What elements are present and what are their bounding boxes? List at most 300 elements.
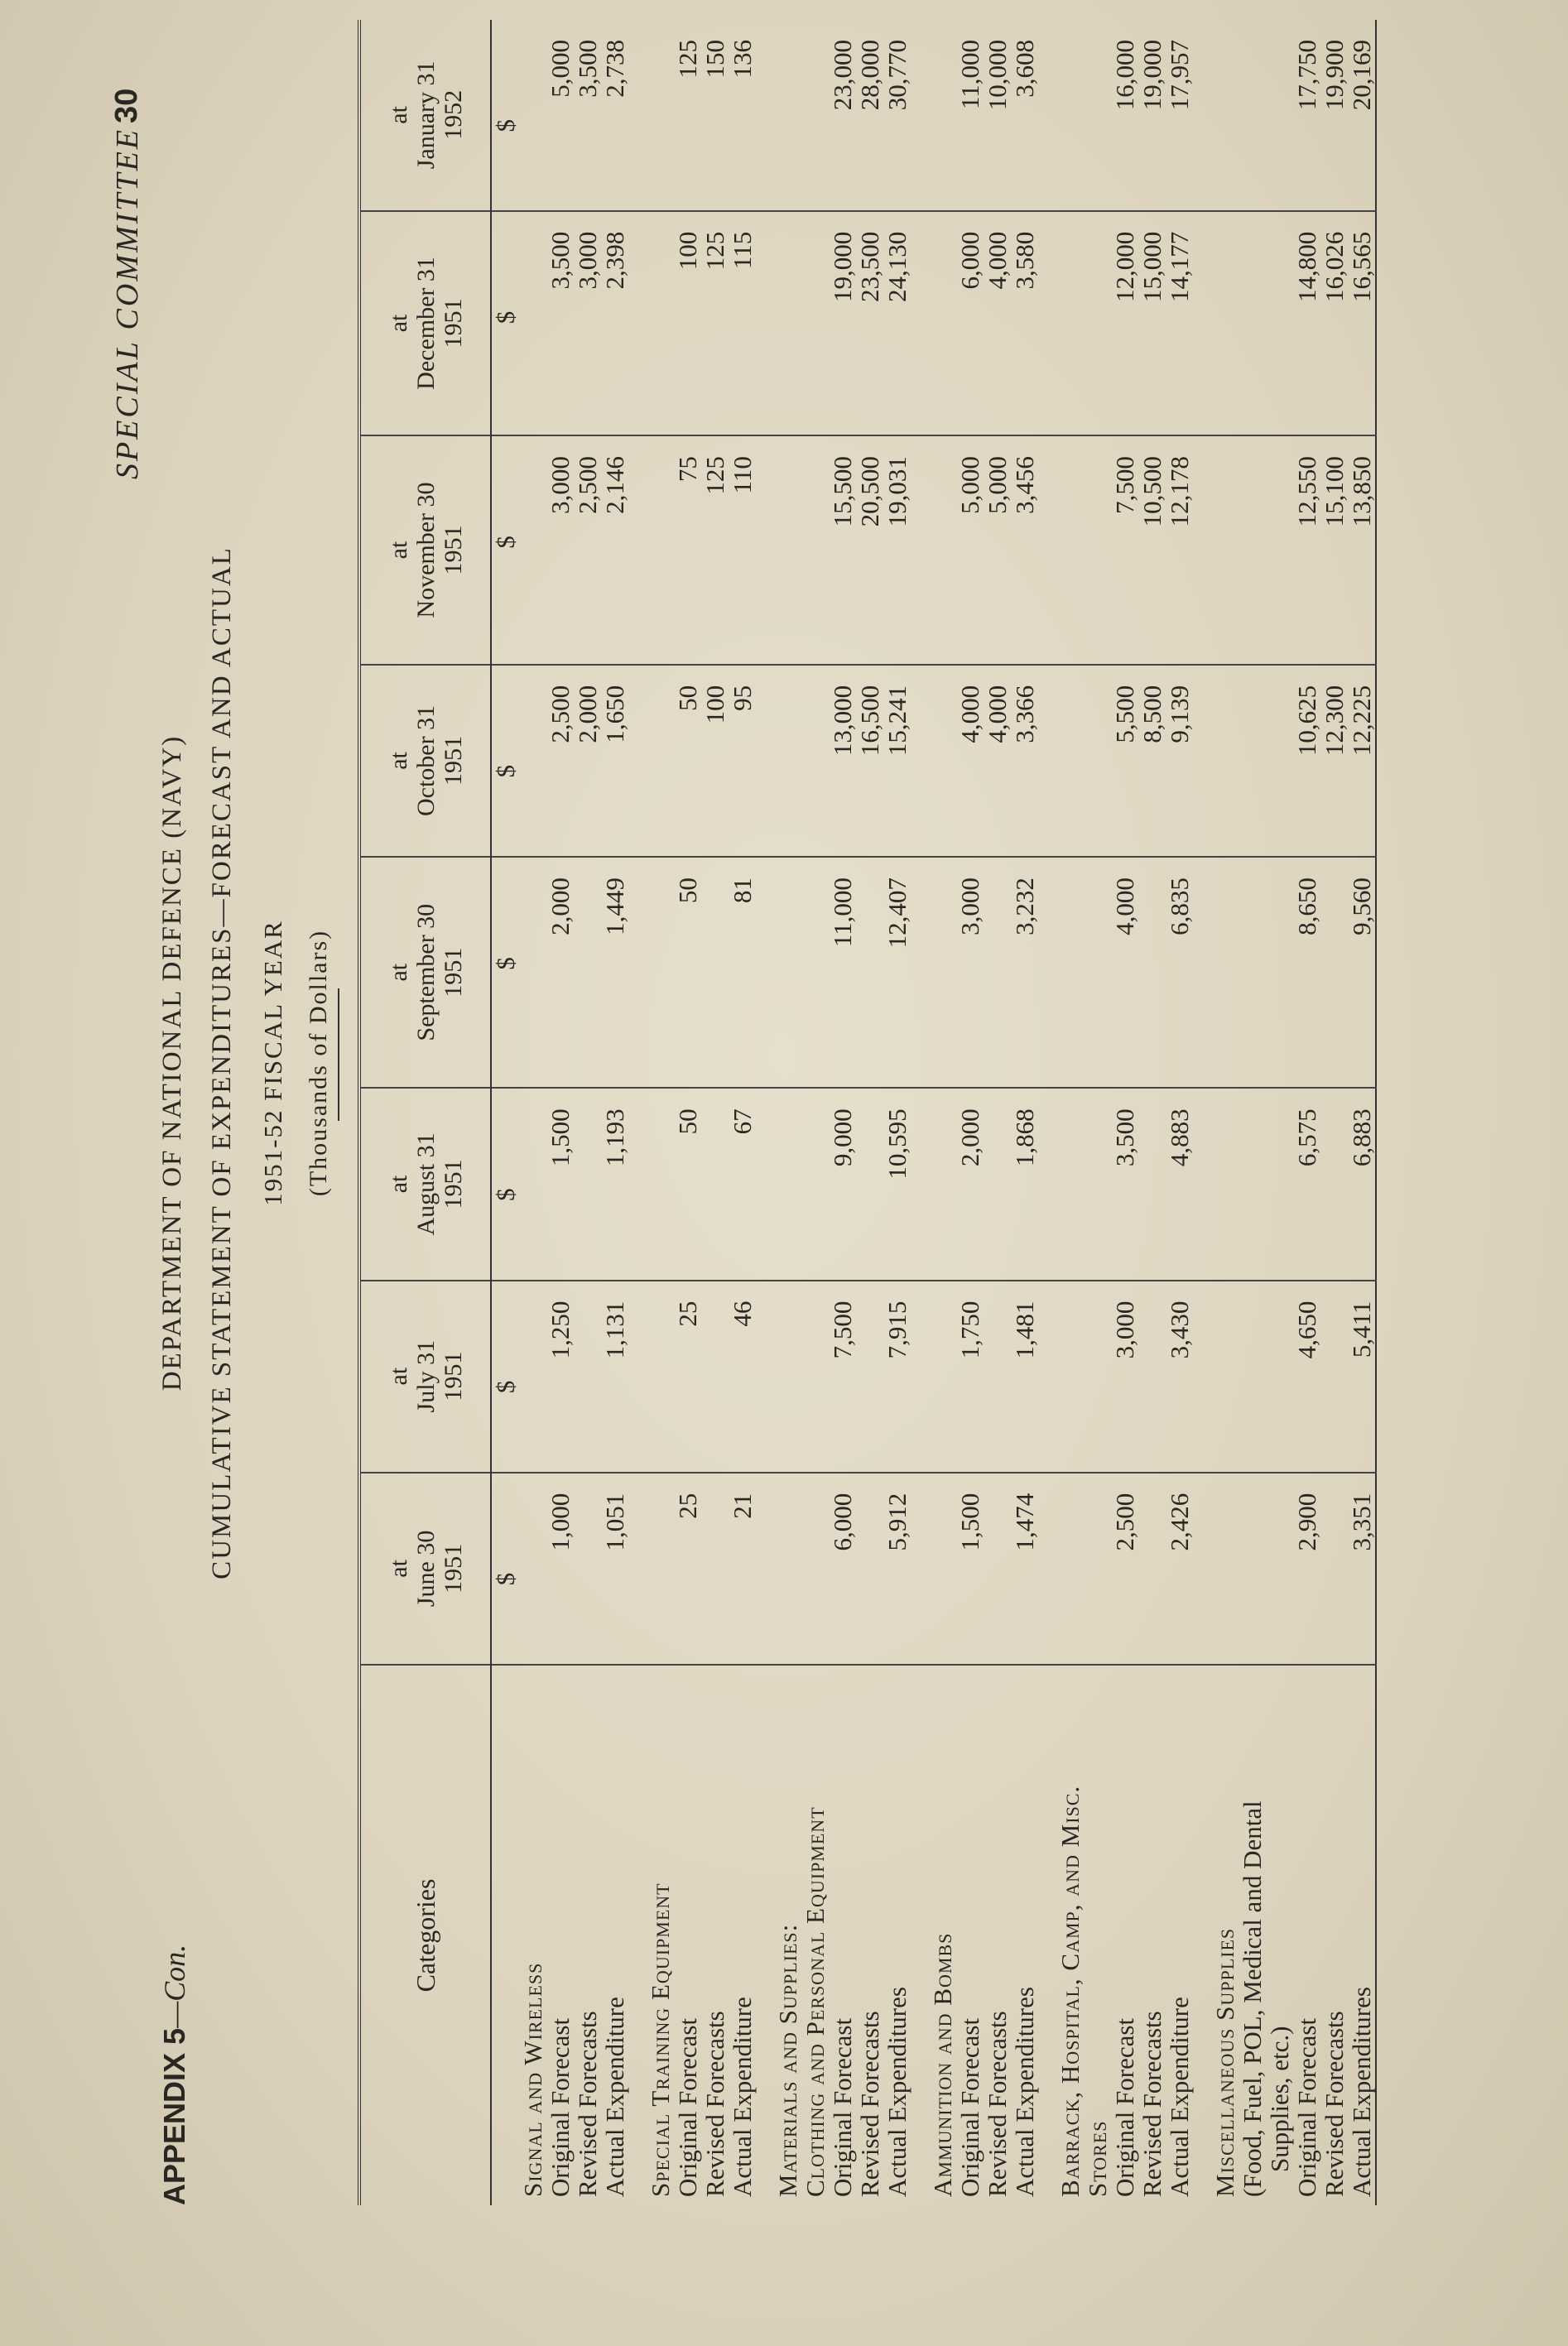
value-cell — [856, 1088, 883, 1280]
table-cell — [1084, 665, 1111, 857]
value-cell — [1320, 1281, 1348, 1473]
section-spacer — [911, 20, 929, 2205]
value-cell: 19,900 — [1320, 20, 1348, 211]
column-header — [359, 20, 491, 211]
value-cell: 6,000 — [956, 211, 984, 435]
value-cell: 1,500 — [956, 1473, 984, 1665]
value-cell — [574, 857, 601, 1088]
value-cell: 1,650 — [601, 665, 628, 857]
table-cell — [1056, 435, 1084, 665]
section-spacer — [756, 20, 774, 2205]
table-cell — [519, 857, 546, 1088]
value-cell — [574, 1088, 601, 1280]
value-cell: 9,139 — [1166, 665, 1193, 857]
column-header-line: October 31 — [411, 704, 440, 817]
spacer-cell — [756, 665, 774, 857]
table-cell — [929, 1281, 956, 1473]
currency-cell: $ — [491, 1473, 519, 1665]
table-cell — [1239, 435, 1266, 665]
table-cell — [801, 20, 829, 211]
value-cell: 4,000 — [1111, 857, 1138, 1088]
value-cell: 1,250 — [546, 1281, 574, 1473]
value-cell: 7,500 — [829, 1281, 856, 1473]
table-cell — [1266, 1088, 1293, 1280]
table-cell — [801, 211, 829, 435]
column-header-line: 1951 — [439, 298, 467, 349]
spacer-cell — [911, 857, 929, 1088]
value-cell: 23,000 — [829, 20, 856, 211]
value-cell: 16,026 — [1320, 211, 1348, 435]
table-cell — [774, 211, 801, 435]
spacer-cell — [756, 435, 774, 665]
table-cell — [1239, 1281, 1266, 1473]
section-heading-row — [647, 20, 674, 2205]
value-cell: 2,398 — [601, 211, 628, 435]
table-cell — [647, 435, 674, 665]
spacer-cell — [1193, 665, 1211, 857]
row-label: Original Forecast — [673, 2017, 702, 2197]
currency-row — [491, 20, 519, 2205]
table-cell — [1211, 857, 1239, 1088]
spacer-cell — [1038, 1665, 1056, 2205]
spacer-cell — [1193, 1665, 1211, 2205]
value-cell: 6,000 — [829, 1473, 856, 1665]
table-cell — [929, 1473, 956, 1665]
table-cell — [774, 20, 801, 211]
heading-fiscal-year: 1951-52 FISCAL YEAR — [258, 920, 287, 1206]
value-cell — [856, 857, 883, 1088]
spacer-cell — [1193, 435, 1211, 665]
table-cell — [519, 435, 546, 665]
value-cell: 2,000 — [574, 665, 601, 857]
table-row — [883, 20, 911, 2205]
value-cell: 100 — [701, 665, 729, 857]
value-cell: 1,474 — [1011, 1473, 1038, 1665]
heading-rule — [338, 988, 339, 1121]
value-cell — [574, 1473, 601, 1665]
value-cell: 1,051 — [601, 1473, 628, 1665]
value-cell: 4,883 — [1166, 1088, 1193, 1280]
row-label: Revised Forecasts — [573, 2011, 602, 2197]
value-cell: 19,000 — [829, 211, 856, 435]
column-header-line: December 31 — [411, 257, 440, 390]
spacer-cell — [911, 1281, 929, 1473]
table-row — [601, 20, 628, 2205]
currency-cell: $ — [491, 1281, 519, 1473]
spacer-cell — [628, 1281, 647, 1473]
value-cell — [701, 1088, 729, 1280]
table-cell — [929, 1088, 956, 1280]
column-header — [359, 1473, 491, 1665]
spacer-cell — [756, 211, 774, 435]
value-cell — [701, 1473, 729, 1665]
value-cell: 3,456 — [1011, 435, 1038, 665]
value-cell: 1,750 — [956, 1281, 984, 1473]
value-cell: 12,407 — [883, 857, 911, 1088]
table-cell — [801, 435, 829, 665]
table-cell — [1211, 435, 1239, 665]
value-cell: 5,000 — [956, 435, 984, 665]
column-header-line: at — [384, 963, 412, 982]
value-cell: 46 — [729, 1281, 756, 1473]
table-cell — [1211, 211, 1239, 435]
table-cell — [519, 1473, 546, 1665]
spacer-cell — [911, 435, 929, 665]
spacer-cell — [1193, 1281, 1211, 1473]
value-cell: 8,650 — [1293, 857, 1320, 1088]
table-cell — [1056, 665, 1084, 857]
table-cell — [519, 1281, 546, 1473]
heading-department: DEPARTMENT OF NATIONAL DEFENCE (NAVY) — [157, 734, 187, 1392]
table-cell — [1056, 857, 1084, 1088]
section-spacer — [1193, 20, 1211, 2205]
table-cell — [1266, 1281, 1293, 1473]
value-cell: 3,500 — [1111, 1088, 1138, 1280]
value-cell: 21 — [729, 1473, 756, 1665]
table-cell — [519, 211, 546, 435]
header-row — [359, 20, 491, 2205]
column-header-line: 1952 — [439, 89, 467, 140]
value-cell: 2,500 — [546, 665, 574, 857]
value-cell: 2,426 — [1166, 1473, 1193, 1665]
table-cell — [1084, 1473, 1111, 1665]
value-cell: 30,770 — [883, 20, 911, 211]
column-header-line: 1951 — [439, 947, 467, 998]
spacer-cell — [628, 435, 647, 665]
column-header-line: at — [384, 541, 412, 560]
table-cell — [1211, 1088, 1239, 1280]
spacer-cell — [628, 857, 647, 1088]
column-header — [359, 857, 491, 1088]
value-cell: 1,481 — [1011, 1281, 1038, 1473]
value-cell: 20,169 — [1348, 20, 1376, 211]
column-header-line: January 31 — [411, 60, 440, 170]
appendix-suffix: —Con. — [158, 1944, 191, 2028]
value-cell: 75 — [674, 435, 701, 665]
value-cell: 2,900 — [1293, 1473, 1320, 1665]
table-cell — [1084, 211, 1111, 435]
section-heading-row — [1084, 20, 1111, 2205]
value-cell: 19,000 — [1138, 20, 1166, 211]
value-cell: 50 — [674, 857, 701, 1088]
column-header-line: September 30 — [411, 903, 440, 1041]
table-cell — [647, 20, 674, 211]
table-row — [1011, 20, 1038, 2205]
table-row — [829, 20, 856, 2205]
column-header-line: at — [384, 1560, 412, 1578]
table-cell — [1084, 435, 1111, 665]
value-cell — [1320, 1088, 1348, 1280]
value-cell: 9,000 — [829, 1088, 856, 1280]
column-header-line: June 30 — [411, 1530, 440, 1608]
spacer-cell — [628, 211, 647, 435]
table-cell — [1211, 1281, 1239, 1473]
value-cell: 17,750 — [1293, 20, 1320, 211]
spacer-cell — [1193, 857, 1211, 1088]
value-cell: 4,650 — [1293, 1281, 1320, 1473]
spacer-cell — [628, 20, 647, 211]
row-label: Actual Expenditures — [1010, 1987, 1039, 2197]
value-cell: 16,000 — [1111, 20, 1138, 211]
column-header-line: at — [384, 1175, 412, 1194]
table-cell — [1211, 665, 1239, 857]
spacer-cell — [628, 1088, 647, 1280]
table-cell — [774, 1281, 801, 1473]
table-cell — [774, 1088, 801, 1280]
spacer-cell — [911, 1665, 929, 2205]
table-cell — [1056, 211, 1084, 435]
value-cell: 12,300 — [1320, 665, 1348, 857]
table-cell — [1084, 20, 1111, 211]
spacer-cell — [756, 857, 774, 1088]
value-cell: 11,000 — [956, 20, 984, 211]
value-cell: 10,500 — [1138, 435, 1166, 665]
row-label: Original Forecast — [1110, 2017, 1139, 2197]
currency-cell: $ — [491, 665, 519, 857]
row-label: Revised Forecasts — [1138, 2011, 1166, 2197]
value-cell: 6,575 — [1293, 1088, 1320, 1280]
value-cell: 6,835 — [1166, 857, 1193, 1088]
section-heading-row — [519, 20, 546, 2205]
column-header — [359, 665, 491, 857]
value-cell: 50 — [674, 1088, 701, 1280]
column-header — [359, 435, 491, 665]
value-cell: 1,449 — [601, 857, 628, 1088]
section-heading: Ammunition and Bombs — [928, 1932, 957, 2197]
column-header — [359, 1088, 491, 1280]
row-label: Revised Forecasts — [700, 2011, 729, 2197]
spacer-cell — [911, 665, 929, 857]
value-cell: 4,000 — [984, 665, 1011, 857]
value-cell — [1138, 857, 1166, 1088]
spacer-cell — [1038, 1088, 1056, 1280]
value-cell: 5,912 — [883, 1473, 911, 1665]
row-label: Revised Forecasts — [855, 2011, 884, 2197]
spacer-cell — [1038, 435, 1056, 665]
value-cell: 3,500 — [546, 211, 574, 435]
column-header-line: 1951 — [439, 525, 467, 575]
table-row — [1166, 20, 1193, 2205]
table-row — [1138, 20, 1166, 2205]
spacer-cell — [1038, 857, 1056, 1088]
table-cell — [1084, 1281, 1111, 1473]
value-cell: 4,000 — [956, 665, 984, 857]
spacer-cell — [756, 20, 774, 211]
table-row — [856, 20, 883, 2205]
value-cell: 25 — [674, 1473, 701, 1665]
value-cell — [701, 1281, 729, 1473]
value-cell: 25 — [674, 1281, 701, 1473]
value-cell: 3,500 — [574, 20, 601, 211]
row-label: Actual Expenditure — [1165, 1997, 1194, 2197]
section-heading-row — [1056, 20, 1084, 2205]
section-spacer — [1038, 20, 1056, 2205]
value-cell: 81 — [729, 857, 756, 1088]
value-cell — [856, 1281, 883, 1473]
table-cell — [1056, 1281, 1084, 1473]
column-header — [359, 211, 491, 435]
table-cell — [647, 211, 674, 435]
currency-cell: $ — [491, 211, 519, 435]
value-cell: 6,883 — [1348, 1088, 1376, 1280]
row-label: Actual Expenditure — [728, 1997, 757, 2197]
spacer-cell — [1038, 1281, 1056, 1473]
currency-cell: $ — [491, 20, 519, 211]
value-cell — [984, 1281, 1011, 1473]
value-cell: 15,500 — [829, 435, 856, 665]
column-header-line: July 31 — [411, 1339, 440, 1413]
value-cell: 2,000 — [956, 1088, 984, 1280]
spacer-cell — [628, 665, 647, 857]
value-cell: 2,500 — [1111, 1473, 1138, 1665]
table-cell — [929, 211, 956, 435]
spacer-cell — [911, 211, 929, 435]
value-cell: 125 — [674, 20, 701, 211]
value-cell: 3,608 — [1011, 20, 1038, 211]
table-header — [359, 20, 491, 2205]
value-cell: 10,625 — [1293, 665, 1320, 857]
value-cell: 1,500 — [546, 1088, 574, 1280]
value-cell: 7,915 — [883, 1281, 911, 1473]
table-cell — [1266, 857, 1293, 1088]
value-cell: 110 — [729, 435, 756, 665]
section-heading: Signal and Wireless — [518, 1962, 547, 2197]
value-cell — [701, 857, 729, 1088]
value-cell — [984, 1473, 1011, 1665]
value-cell: 12,000 — [1111, 211, 1138, 435]
section-heading: Special Training Equipment — [646, 1882, 675, 2197]
column-header-line: 1951 — [439, 735, 467, 786]
table-cell — [801, 1281, 829, 1473]
spacer-cell — [1038, 665, 1056, 857]
section-heading-row — [929, 20, 956, 2205]
value-cell: 4,000 — [984, 211, 1011, 435]
value-cell: 20,500 — [856, 435, 883, 665]
value-cell — [1320, 857, 1348, 1088]
section-heading: Clothing and Personal Equipment — [801, 1806, 830, 2197]
section-spacer — [628, 20, 647, 2205]
table-cell — [774, 665, 801, 857]
table-cell — [1239, 20, 1266, 211]
table-cell — [1266, 435, 1293, 665]
column-header-line: at — [384, 106, 412, 124]
value-cell: 1,000 — [546, 1473, 574, 1665]
value-cell: 1,193 — [601, 1088, 628, 1280]
section-heading-row — [1266, 20, 1293, 2205]
table-cell — [519, 665, 546, 857]
spacer-cell — [911, 20, 929, 211]
value-cell: 125 — [701, 435, 729, 665]
value-cell: 10,000 — [984, 20, 1011, 211]
row-label: Original Forecast — [1292, 2017, 1321, 2197]
value-cell: 2,500 — [574, 435, 601, 665]
section-heading: Supplies, etc.) — [1265, 2026, 1294, 2172]
table-cell — [1239, 665, 1266, 857]
table-cell — [801, 1473, 829, 1665]
value-cell: 50 — [674, 665, 701, 857]
value-cell: 28,000 — [856, 20, 883, 211]
table-row — [701, 20, 729, 2205]
spacer-cell — [628, 1665, 647, 2205]
spacer-cell — [1193, 1473, 1211, 1665]
section-heading-row — [1211, 20, 1239, 2205]
table-row — [729, 20, 756, 2205]
column-header-line: 1951 — [439, 1543, 467, 1594]
currency-cell: $ — [491, 1088, 519, 1280]
table-cell — [801, 1088, 829, 1280]
value-cell: 12,225 — [1348, 665, 1376, 857]
value-cell: 8,500 — [1138, 665, 1166, 857]
spacer-cell — [1038, 20, 1056, 211]
table-row — [984, 20, 1011, 2205]
value-cell — [1320, 1473, 1348, 1665]
value-cell: 15,241 — [883, 665, 911, 857]
table-cell — [647, 665, 674, 857]
table-row — [674, 20, 701, 2205]
value-cell: 12,178 — [1166, 435, 1193, 665]
column-header-line: August 31 — [411, 1132, 440, 1236]
value-cell: 150 — [701, 20, 729, 211]
section-heading: (Food, Fuel, POL, Medical and Dental — [1238, 1800, 1267, 2197]
value-cell: 2,738 — [601, 20, 628, 211]
table-cell — [801, 665, 829, 857]
spacer-cell — [756, 1281, 774, 1473]
table-cell — [519, 1088, 546, 1280]
value-cell: 125 — [701, 211, 729, 435]
heading-units: (Thousands of Dollars) — [305, 929, 332, 1197]
table-cell — [774, 1473, 801, 1665]
row-label: Original Forecast — [955, 2017, 984, 2197]
table-cell — [1239, 857, 1266, 1088]
column-header-line: at — [384, 314, 412, 333]
spacer-cell — [1038, 1473, 1056, 1665]
value-cell: 100 — [674, 211, 701, 435]
table-cell — [1266, 665, 1293, 857]
value-cell: 115 — [729, 211, 756, 435]
table-cell — [647, 1473, 674, 1665]
value-cell — [1138, 1088, 1166, 1280]
table-cell — [1239, 1473, 1266, 1665]
table-row — [1111, 20, 1138, 2205]
table-cell — [929, 665, 956, 857]
row-label: Original Forecast — [828, 2017, 857, 2197]
value-cell: 3,000 — [1111, 1281, 1138, 1473]
value-cell: 15,100 — [1320, 435, 1348, 665]
value-cell: 19,031 — [883, 435, 911, 665]
value-cell — [574, 1281, 601, 1473]
section-heading: Barrack, Hospital, Camp, and Misc. — [1056, 1785, 1085, 2197]
table-cell — [1266, 1473, 1293, 1665]
value-cell: 3,000 — [574, 211, 601, 435]
value-cell: 10,595 — [883, 1088, 911, 1280]
table-cell — [1056, 1473, 1084, 1665]
running-head: SPECIAL COMMITTEE — [110, 127, 145, 480]
value-cell: 16,500 — [856, 665, 883, 857]
value-cell: 3,000 — [956, 857, 984, 1088]
table-cell — [1084, 1088, 1111, 1280]
table-cell — [929, 857, 956, 1088]
value-cell: 2,146 — [601, 435, 628, 665]
table-cell — [1056, 1088, 1084, 1280]
table-cell — [929, 20, 956, 211]
value-cell: 3,430 — [1166, 1281, 1193, 1473]
table-cell — [1056, 20, 1084, 211]
value-cell — [856, 1473, 883, 1665]
section-heading: Miscellaneous Supplies — [1210, 1927, 1239, 2197]
column-header — [359, 1281, 491, 1473]
column-header-line: November 30 — [411, 482, 440, 618]
currency-cell: $ — [491, 857, 519, 1088]
